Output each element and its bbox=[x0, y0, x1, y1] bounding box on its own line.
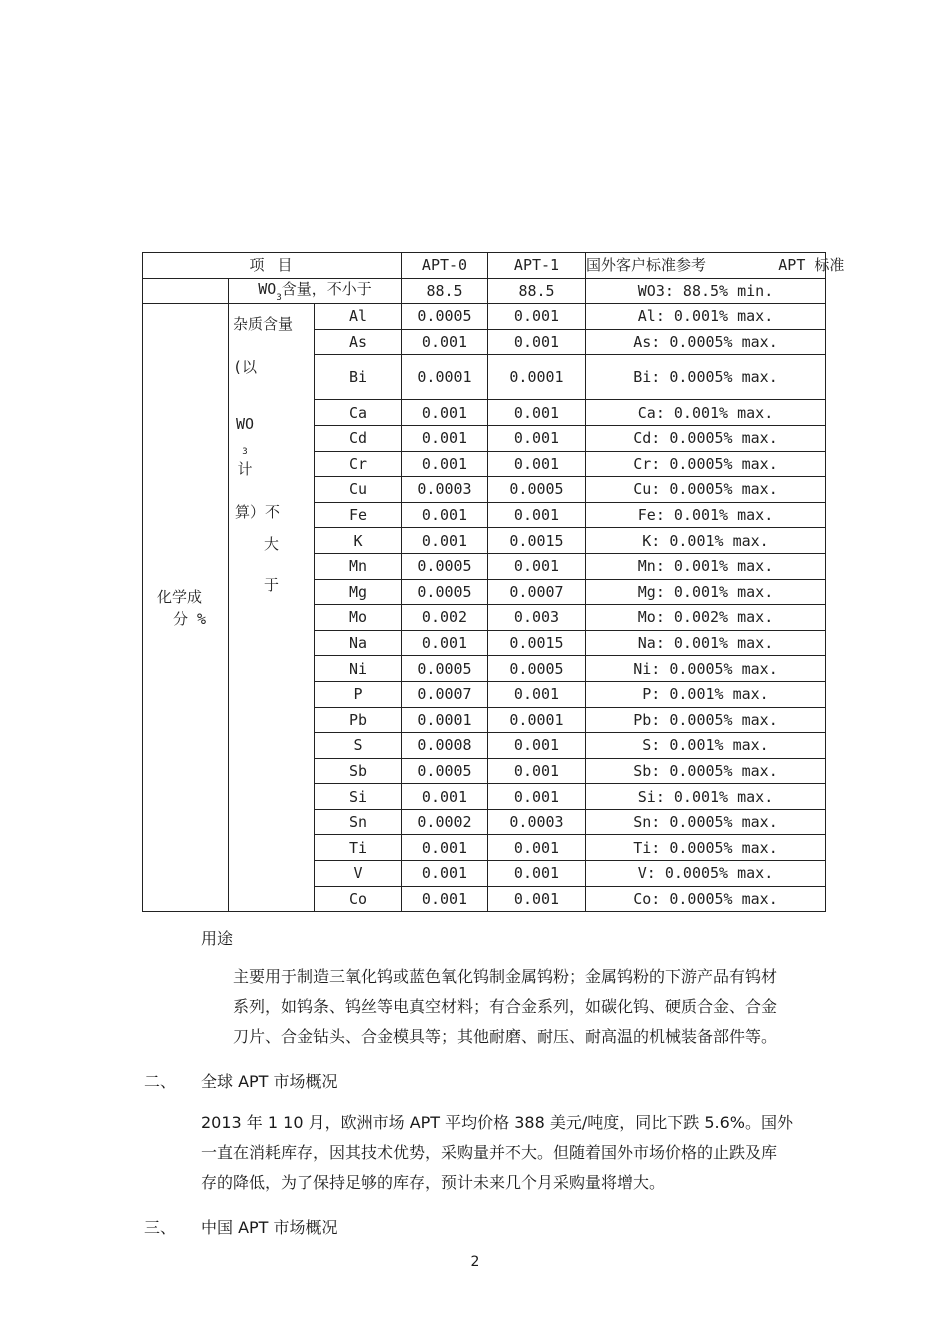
element-cell: Ca bbox=[315, 400, 402, 426]
apt0-value: 0.001 bbox=[402, 329, 488, 355]
reference-value: As: 0.0005% max. bbox=[586, 329, 826, 355]
apt0-value: 0.0003 bbox=[402, 477, 488, 503]
group-label-cell bbox=[143, 304, 229, 912]
wo3-apt1: 88.5 bbox=[488, 278, 586, 304]
reference-value: V: 0.0005% max. bbox=[586, 861, 826, 887]
apt0-value: 0.001 bbox=[402, 886, 488, 912]
section3-heading: 中国 APT 市场概况 bbox=[201, 1218, 338, 1237]
apt1-value: 0.0015 bbox=[488, 528, 586, 554]
apt1-value: 0.0005 bbox=[488, 477, 586, 503]
apt0-value: 0.0005 bbox=[402, 304, 488, 330]
apt0-value: 0.001 bbox=[402, 425, 488, 451]
apt1-value: 0.001 bbox=[488, 400, 586, 426]
reference-value: S: 0.001% max. bbox=[586, 733, 826, 759]
apt1-value: 0.001 bbox=[488, 886, 586, 912]
apt1-value: 0.001 bbox=[488, 553, 586, 579]
apt1-value: 0.0005 bbox=[488, 656, 586, 682]
apt0-value: 0.0005 bbox=[402, 553, 488, 579]
section2-line: 一直在消耗库存，因其技术优势，采购量并不大。但随着国外市场价格的止跌及库 bbox=[201, 1143, 778, 1162]
element-cell: Bi bbox=[315, 355, 402, 400]
usage-line: 主要用于制造三氧化钨或蓝色氧化钨制金属钨粉；金属钨粉的下游产品有钨材 bbox=[233, 967, 778, 986]
reference-value: Ti: 0.0005% max. bbox=[586, 835, 826, 861]
apt1-value: 0.0001 bbox=[488, 707, 586, 733]
group-label-line: 化学成 bbox=[157, 587, 203, 606]
apt1-value: 0.001 bbox=[488, 784, 586, 810]
reference-value: Al: 0.001% max. bbox=[586, 304, 826, 330]
page-number: 2 bbox=[470, 1254, 480, 1270]
apt0-value: 0.001 bbox=[402, 400, 488, 426]
apt1-value: 0.001 bbox=[488, 304, 586, 330]
section3-number: 三、 bbox=[144, 1218, 177, 1237]
apt1-value: 0.001 bbox=[488, 329, 586, 355]
apt1-value: 0.0007 bbox=[488, 579, 586, 605]
reference-value: P: 0.001% max. bbox=[586, 681, 826, 707]
wo3-apt0: 88.5 bbox=[402, 278, 488, 304]
header-apt1: APT-1 bbox=[488, 253, 586, 279]
header-item: 项 目 bbox=[143, 253, 402, 279]
apt1-value: 0.001 bbox=[488, 835, 586, 861]
apt0-value: 0.0001 bbox=[402, 707, 488, 733]
element-cell: Pb bbox=[315, 707, 402, 733]
reference-value: Mo: 0.002% max. bbox=[586, 605, 826, 631]
element-cell: Cu bbox=[315, 477, 402, 503]
apt0-value: 0.0008 bbox=[402, 733, 488, 759]
section2-heading: 全球 APT 市场概况 bbox=[201, 1072, 338, 1091]
apt1-value: 0.003 bbox=[488, 605, 586, 631]
apt1-value: 0.0003 bbox=[488, 809, 586, 835]
table-header-row bbox=[143, 253, 826, 279]
group-label-line: 分 % bbox=[173, 609, 207, 628]
apt0-value: 0.001 bbox=[402, 861, 488, 887]
element-cell: K bbox=[315, 528, 402, 554]
reference-value: Co: 0.0005% max. bbox=[586, 886, 826, 912]
apt1-value: 0.001 bbox=[488, 502, 586, 528]
apt0-value: 0.0005 bbox=[402, 656, 488, 682]
impurity-row bbox=[143, 304, 826, 330]
element-cell: Mn bbox=[315, 553, 402, 579]
sub-label-line: (以 WO 3 计 bbox=[233, 357, 258, 479]
usage-line: 刀片、合金钻头、合金模具等；其他耐磨、耐压、耐高温的机械装备部件等。 bbox=[233, 1027, 778, 1046]
apt0-value: 0.0005 bbox=[402, 579, 488, 605]
apt0-value: 0.0002 bbox=[402, 809, 488, 835]
apt0-value: 0.0005 bbox=[402, 758, 488, 784]
reference-value: Cr: 0.0005% max. bbox=[586, 451, 826, 477]
apt1-value: 0.0015 bbox=[488, 630, 586, 656]
apt0-value: 0.001 bbox=[402, 502, 488, 528]
section2-paragraph bbox=[201, 1108, 821, 1198]
header-apt0: APT-0 bbox=[402, 253, 488, 279]
element-cell: Co bbox=[315, 886, 402, 912]
wo3-label: $WO_3$含量，不小于 bbox=[229, 278, 402, 304]
apt0-value: 0.001 bbox=[402, 835, 488, 861]
wo3-blank-cell bbox=[143, 278, 229, 304]
reference-value: Pb: 0.0005% max. bbox=[586, 707, 826, 733]
apt0-value: 0.0001 bbox=[402, 355, 488, 400]
reference-value: K: 0.001% max. bbox=[586, 528, 826, 554]
element-cell: Al bbox=[315, 304, 402, 330]
reference-value: Mg: 0.001% max. bbox=[586, 579, 826, 605]
apt0-value: 0.001 bbox=[402, 528, 488, 554]
element-cell: Ti bbox=[315, 835, 402, 861]
element-cell: Sb bbox=[315, 758, 402, 784]
apt-spec-table bbox=[142, 252, 845, 912]
reference-value: Sn: 0.0005% max. bbox=[586, 809, 826, 835]
apt0-value: 0.001 bbox=[402, 784, 488, 810]
element-cell: Si bbox=[315, 784, 402, 810]
reference-value: Cd: 0.0005% max. bbox=[586, 425, 826, 451]
section2-line: 存的降低，为了保持足够的库存，预计未来几个月采购量将增大。 bbox=[201, 1173, 666, 1192]
element-cell: As bbox=[315, 329, 402, 355]
apt0-value: 0.0007 bbox=[402, 681, 488, 707]
element-cell: Sn bbox=[315, 809, 402, 835]
sub-label-cell bbox=[229, 304, 315, 912]
wo3-reference: WO3: 88.5% min. bbox=[586, 278, 826, 304]
element-cell: Mg bbox=[315, 579, 402, 605]
element-cell: Fe bbox=[315, 502, 402, 528]
sub-label-stack bbox=[229, 304, 314, 911]
apt1-value: 0.001 bbox=[488, 451, 586, 477]
element-cell: Na bbox=[315, 630, 402, 656]
apt0-value: 0.002 bbox=[402, 605, 488, 631]
sub-label-line: 大 bbox=[263, 535, 279, 554]
section2-line: 2013 年 1 10 月，欧洲市场 APT 平均价格 388 美元/吨度，同比下跌 5.6%。国外 bbox=[201, 1113, 793, 1132]
apt1-value: 0.0001 bbox=[488, 355, 586, 400]
reference-value: Bi: 0.0005% max. bbox=[586, 355, 826, 400]
reference-value: Mn: 0.001% max. bbox=[586, 553, 826, 579]
element-cell: Mo bbox=[315, 605, 402, 631]
element-cell: V bbox=[315, 861, 402, 887]
reference-value: Cu: 0.0005% max. bbox=[586, 477, 826, 503]
sub-label-line: 于 bbox=[263, 575, 279, 594]
apt0-value: 0.001 bbox=[402, 630, 488, 656]
sub-label-line: 算）不 bbox=[235, 502, 281, 521]
apt1-value: 0.001 bbox=[488, 758, 586, 784]
apt1-value: 0.001 bbox=[488, 733, 586, 759]
element-cell: Cd bbox=[315, 425, 402, 451]
section2-number: 二、 bbox=[144, 1072, 177, 1091]
reference-value: Ca: 0.001% max. bbox=[586, 400, 826, 426]
element-cell: S bbox=[315, 733, 402, 759]
apt1-value: 0.001 bbox=[488, 681, 586, 707]
element-cell: P bbox=[315, 681, 402, 707]
apt0-value: 0.001 bbox=[402, 451, 488, 477]
reference-value: Na: 0.001% max. bbox=[586, 630, 826, 656]
header-reference: 国外客户标准参考 APT 标准 bbox=[586, 253, 826, 279]
apt1-value: 0.001 bbox=[488, 861, 586, 887]
sub-label-line: 杂质含量 bbox=[233, 315, 294, 334]
usage-paragraph bbox=[233, 962, 843, 1052]
usage-heading: 用途 bbox=[201, 929, 234, 948]
reference-value: Ni: 0.0005% max. bbox=[586, 656, 826, 682]
element-cell: Cr bbox=[315, 451, 402, 477]
reference-value: Fe: 0.001% max. bbox=[586, 502, 826, 528]
apt1-value: 0.001 bbox=[488, 425, 586, 451]
wo3-content-row bbox=[143, 278, 826, 304]
element-cell: Ni bbox=[315, 656, 402, 682]
usage-line: 系列，如钨条、钨丝等电真空材料；有合金系列，如碳化钨、硬质合金、合金 bbox=[233, 997, 778, 1016]
reference-value: Sb: 0.0005% max. bbox=[586, 758, 826, 784]
reference-value: Si: 0.001% max. bbox=[586, 784, 826, 810]
